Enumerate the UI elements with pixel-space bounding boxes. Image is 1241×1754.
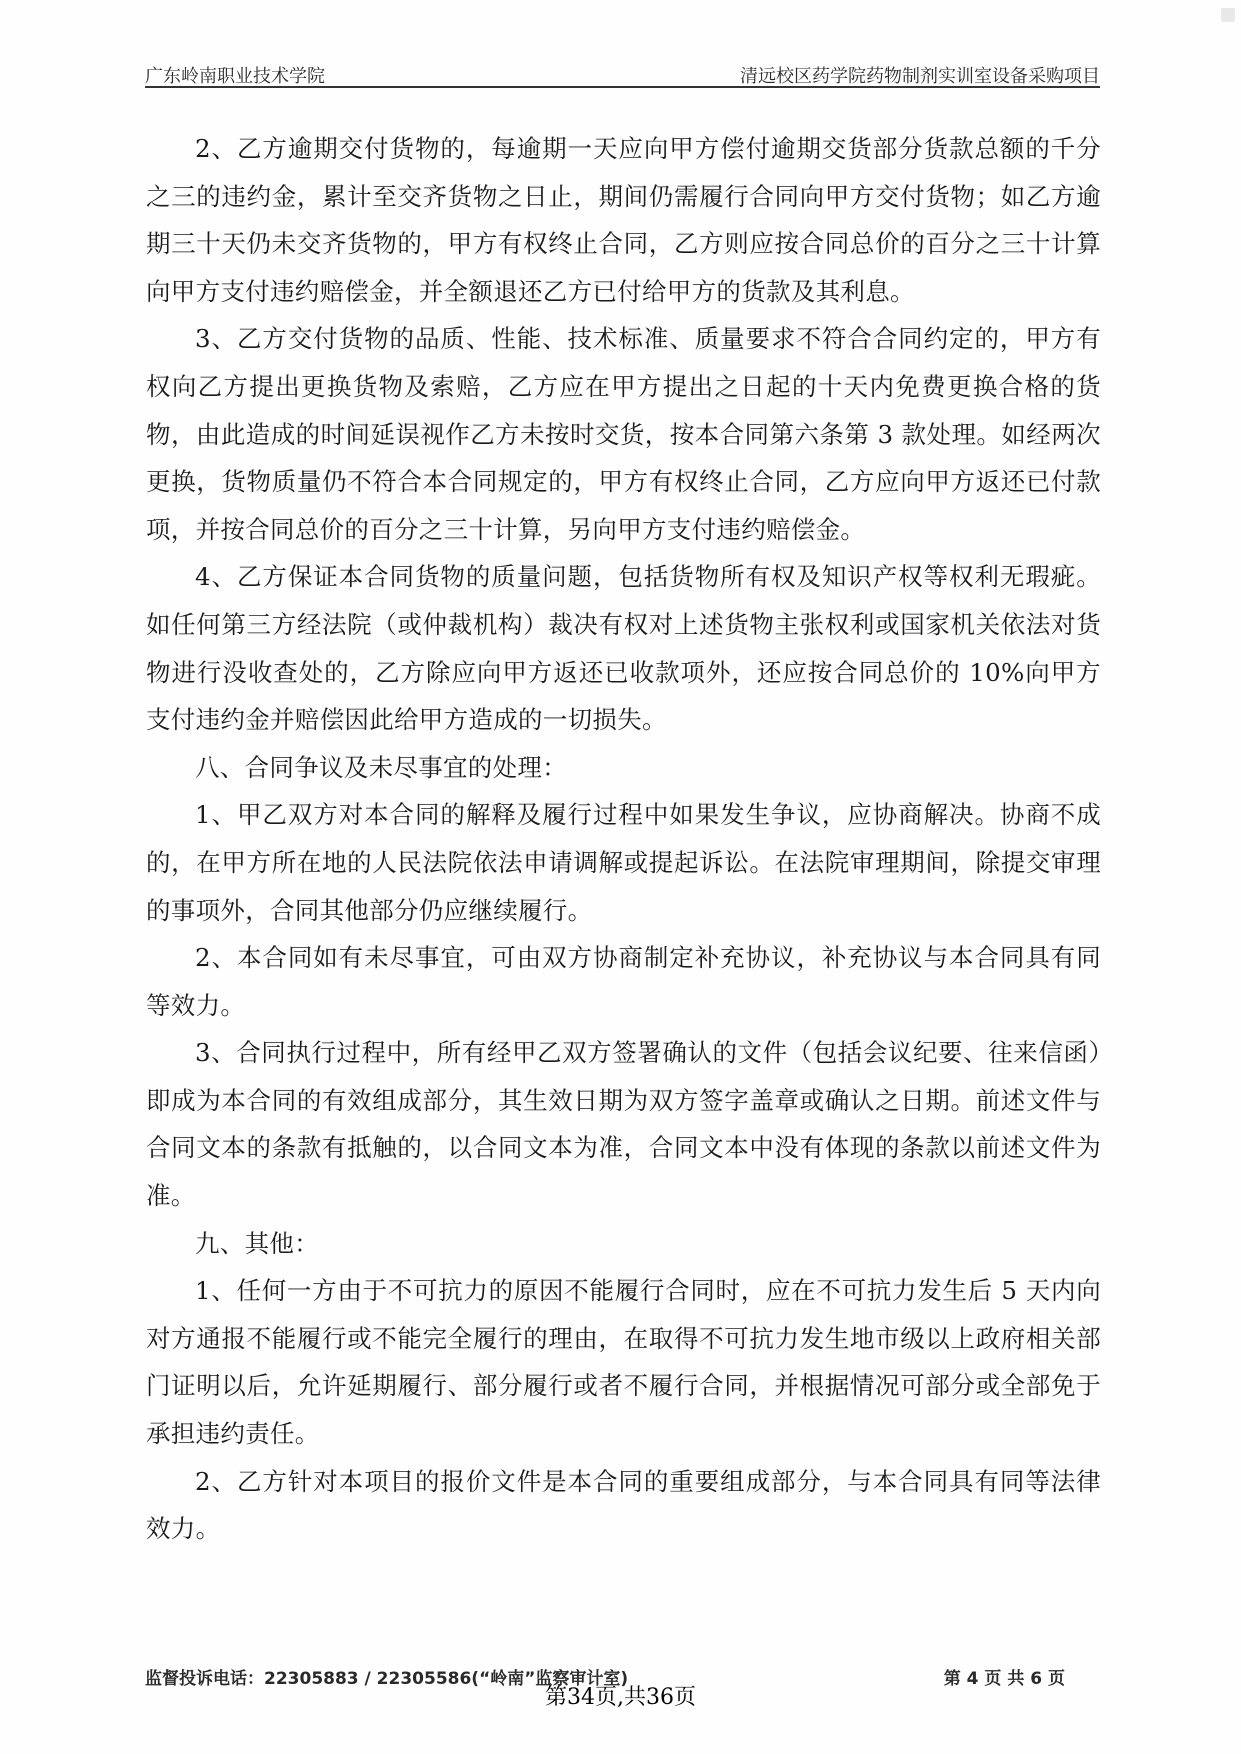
- paragraph-7-4: 4、乙方保证本合同货物的质量问题，包括货物所有权及知识产权等权利无瑕疵。如任何第三方经法院（或仲裁机构）裁决有权对上述货物主张权利或国家机关依法对货物进行没收查处的，乙方除应向甲方返还已收款项外，还应按合同总价的 10%向甲方支付违约金并赔偿因此给甲方造成的一切损失。: [146, 562, 1101, 735]
- header-project-title: 清远校区药学院药物制剂实训室设备采购项目: [740, 66, 1100, 87]
- page-header: [145, 58, 1100, 87]
- footer-page-number: 第 4 页 共 6 页: [943, 1669, 1065, 1689]
- footer-complaint-phone: 监督投诉电话：22305883 / 22305586(“岭南”监察审计室): [145, 1669, 629, 1689]
- header-divider: [145, 86, 1100, 88]
- document-body: [146, 125, 1101, 1553]
- paragraph-8-2: 2、本合同如有未尽事宜，可由双方协商制定补充协议，补充协议与本合同具有同等效力。: [146, 943, 1101, 1020]
- header-institution: 广东岭南职业技术学院: [145, 66, 325, 87]
- section-heading-8: 八、合同争议及未尽事宜的处理：: [195, 752, 567, 782]
- paragraph-7-3: 3、乙方交付货物的品质、性能、技术标准、质量要求不符合合同约定的，甲方有权向乙方提出更换货物及索赔，乙方应在甲方提出之日起的十天内免费更换合格的货物，由此造成的时间延误视作乙方未按时交货，按本合同第六条第 3 款处理。如经两次更换，货物质量仍不符合本合同规定的，甲方有权终止合同，乙方应向甲方返还已付款项，并按合同总价的百分之三十计算，另向甲方支付违约赔偿金。: [146, 324, 1101, 544]
- page-counter: 第34页,共36页: [545, 1685, 696, 1710]
- section-heading-9: 九、其他：: [195, 1228, 319, 1258]
- scan-corner-mark: [1221, 8, 1235, 22]
- paragraph-7-2: 2、乙方逾期交付货物的，每逾期一天应向甲方偿付逾期交货部分货款总额的千分之三的违约金，累计至交齐货物之日止，期间仍需履行合同向甲方交付货物；如乙方逾期三十天仍未交齐货物的，甲方有权终止合同，乙方则应按合同总价的百分之三十计算向甲方支付违约赔偿金，并全额退还乙方已付给甲方的货款及其利息。: [146, 134, 1101, 306]
- paragraph-9-1: 1、任何一方由于不可抗力的原因不能履行合同时，应在不可抗力发生后 5 天内向对方通报不能履行或不能完全履行的理由，在取得不可抗力发生地市级以上政府相关部门证明以后，允许延期履行、部分履行或者不履行合同，并根据情况可部分或全部免于承担违约责任。: [146, 1276, 1101, 1449]
- paragraph-9-2: 2、乙方针对本项目的报价文件是本合同的重要组成部分，与本合同具有同等法律效力。: [146, 1466, 1101, 1544]
- paragraph-8-1: 1、甲乙双方对本合同的解释及履行过程中如果发生争议，应协商解决。协商不成的，在甲方所在地的人民法院依法申请调解或提起诉讼。在法院审理期间，除提交审理的事项外，合同其他部分仍应继续履行。: [146, 800, 1101, 925]
- paragraph-8-3: 3、合同执行过程中，所有经甲乙双方签署确认的文件（包括会议纪要、往来信函）即成为本合同的有效组成部分，其生效日期为双方签字盖章或确认之日期。前述文件与合同文本的条款有抵触的，以合同文本为准，合同文本中没有体现的条款以前述文件为准。: [146, 1038, 1101, 1211]
